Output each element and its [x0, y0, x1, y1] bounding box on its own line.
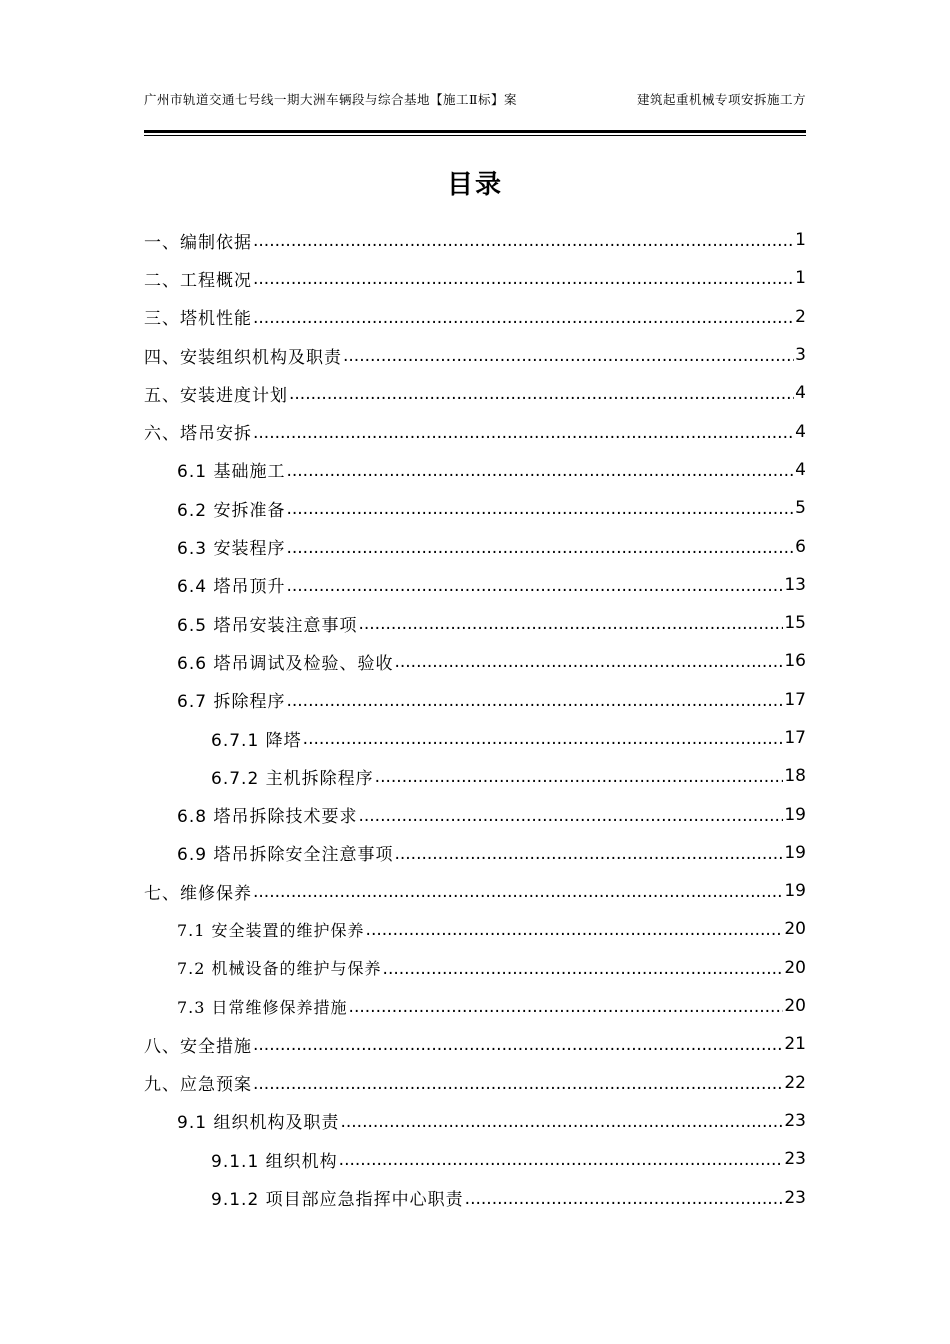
toc-leader: [339, 1150, 784, 1170]
toc-leader: [349, 997, 784, 1017]
toc-leader: [358, 614, 783, 634]
toc-entry-page: 2: [795, 306, 806, 327]
toc-entry[interactable]: [144, 221, 806, 259]
toc-entry-page: 20: [784, 996, 806, 1017]
toc-leader: [286, 576, 783, 596]
toc-leader: [465, 1189, 784, 1209]
toc-entry-label: 9.1.2 项目部应急指挥中心职责: [211, 1190, 464, 1211]
toc-entry[interactable]: [144, 1178, 806, 1216]
toc-entry-label: 七、维修保养: [144, 883, 252, 904]
toc-entry[interactable]: [144, 604, 806, 642]
toc-entry-page: 4: [795, 459, 806, 480]
toc-entry-page: 17: [784, 689, 806, 710]
toc-entry[interactable]: [144, 987, 806, 1025]
toc-entry[interactable]: [144, 451, 806, 489]
toc-entry-label: 7.2 机械设备的维护与保养: [177, 959, 382, 979]
toc-leader: [366, 920, 784, 940]
toc-leader: [343, 346, 794, 366]
toc-entry-page: 22: [784, 1072, 806, 1093]
header-rule-thick: [144, 130, 806, 133]
toc-leader: [340, 1112, 783, 1132]
toc-entry-label: 6.3 安装程序: [177, 539, 286, 560]
toc-entry-page: 23: [784, 1187, 806, 1208]
header-document-name: 建筑起重机械专项安拆施工方: [636, 92, 806, 107]
toc-entry-label: 6.5 塔吊安装注意事项: [177, 615, 358, 636]
toc-entry[interactable]: [144, 757, 806, 795]
toc-entry[interactable]: [144, 834, 806, 872]
toc-entry-page: 17: [784, 728, 806, 748]
toc-entry[interactable]: [144, 1064, 806, 1102]
toc-entry-page: 13: [784, 574, 806, 595]
toc-leader: [394, 652, 783, 672]
toc-entry[interactable]: [144, 298, 806, 336]
toc-leader: [253, 269, 794, 289]
toc-entry-label: 六、塔吊安拆: [144, 424, 252, 445]
toc-entry-label: 7.1 安全装置的维护保养: [177, 920, 365, 940]
toc-entry[interactable]: [144, 872, 806, 910]
toc-leader: [286, 691, 783, 711]
toc-leader: [289, 384, 794, 404]
toc-leader: [286, 461, 794, 481]
toc-entry-label: 五、安装进度计划: [144, 385, 288, 406]
toc-entry-page: 16: [784, 651, 806, 672]
toc-entry-page: 5: [795, 498, 806, 519]
toc-leader: [358, 806, 783, 826]
toc-entry-label: 九、应急预案: [144, 1075, 252, 1096]
toc-title: 目录: [446, 170, 503, 200]
toc-entry-page: 4: [795, 383, 806, 404]
toc-leader: [253, 308, 794, 328]
toc-entry-page: 19: [784, 842, 806, 863]
toc-entry-page: 20: [784, 957, 806, 978]
toc-entry-label: 6.7.2 主机拆除程序: [211, 768, 374, 789]
toc-entry-page: 6: [795, 536, 806, 557]
toc-entry[interactable]: [144, 1102, 806, 1140]
toc-entry-label: 三、塔机性能: [144, 309, 252, 330]
toc-entry-page: 20: [784, 919, 806, 940]
toc-entry-page: 18: [784, 766, 806, 787]
toc-entry-page: 15: [784, 613, 806, 634]
page-header: [144, 90, 806, 130]
toc-entry-label: 四、安装组织机构及职责: [144, 347, 342, 368]
toc-entry-label: 6.2 安拆准备: [177, 500, 286, 521]
toc-entry[interactable]: [144, 566, 806, 604]
toc-leader: [253, 1035, 783, 1055]
toc-leader: [303, 729, 784, 749]
toc-entry-page: 4: [795, 421, 806, 442]
toc-entry-label: 6.4 塔吊顶升: [177, 577, 286, 598]
toc-entry-page: 3: [795, 345, 806, 366]
toc-entry[interactable]: [144, 336, 806, 374]
toc-entry-label: 6.9 塔吊拆除安全注意事项: [177, 845, 394, 866]
toc-entry-page: 19: [784, 804, 806, 825]
toc-entry-label: 八、安全措施: [144, 1036, 252, 1057]
header-project-name: 广州市轨道交通七号线一期大洲车辆段与综合基地【施工Ⅱ标】案: [144, 92, 517, 107]
toc-leader: [253, 231, 794, 251]
toc-entry[interactable]: [144, 374, 806, 412]
toc-entry-label: 一、编制依据: [144, 232, 252, 253]
toc-leader: [383, 959, 784, 979]
toc-entry[interactable]: [144, 795, 806, 833]
toc-entry-page: 23: [784, 1110, 806, 1131]
toc-entry[interactable]: [144, 527, 806, 565]
toc-entry-label: 7.3 日常维修保养措施: [177, 997, 348, 1017]
toc-entry[interactable]: [144, 489, 806, 527]
toc-entry-label: 二、工程概况: [144, 270, 252, 291]
toc-entry-label: 6.8 塔吊拆除技术要求: [177, 807, 358, 828]
toc-entry-label: 6.6 塔吊调试及检验、验收: [177, 653, 394, 674]
toc-leader: [286, 538, 794, 558]
toc-entry-label: 6.7.1 降塔: [211, 730, 302, 751]
toc-leader: [253, 882, 783, 902]
toc-entry[interactable]: [144, 719, 806, 757]
toc-entry-label: 9.1 组织机构及职责: [177, 1113, 340, 1134]
toc-entry[interactable]: [144, 1025, 806, 1063]
header-rule-thin: [144, 135, 806, 136]
toc-entry-label: 6.1 基础施工: [177, 462, 286, 483]
toc-entry[interactable]: [144, 412, 806, 450]
toc-entry-page: 21: [784, 1034, 806, 1055]
toc-entry[interactable]: [144, 642, 806, 680]
toc-entry[interactable]: [144, 681, 806, 719]
toc-entry-page: 23: [784, 1149, 806, 1170]
toc-leader: [253, 423, 794, 443]
toc-entry[interactable]: [144, 1140, 806, 1178]
toc-entry-label: 9.1.1 组织机构: [211, 1151, 338, 1172]
toc-leader: [253, 1074, 783, 1094]
toc-entry-page: 19: [784, 881, 806, 902]
toc-entry-page: 1: [795, 268, 806, 289]
table-of-contents: [144, 221, 806, 1217]
toc-entry-page: 1: [795, 230, 806, 251]
toc-entry-label: 6.7 拆除程序: [177, 692, 286, 713]
toc-entry[interactable]: [144, 259, 806, 297]
toc-leader: [375, 767, 784, 787]
toc-leader: [394, 844, 783, 864]
toc-entry[interactable]: [144, 949, 806, 987]
toc-leader: [286, 499, 794, 519]
toc-entry[interactable]: [144, 910, 806, 948]
